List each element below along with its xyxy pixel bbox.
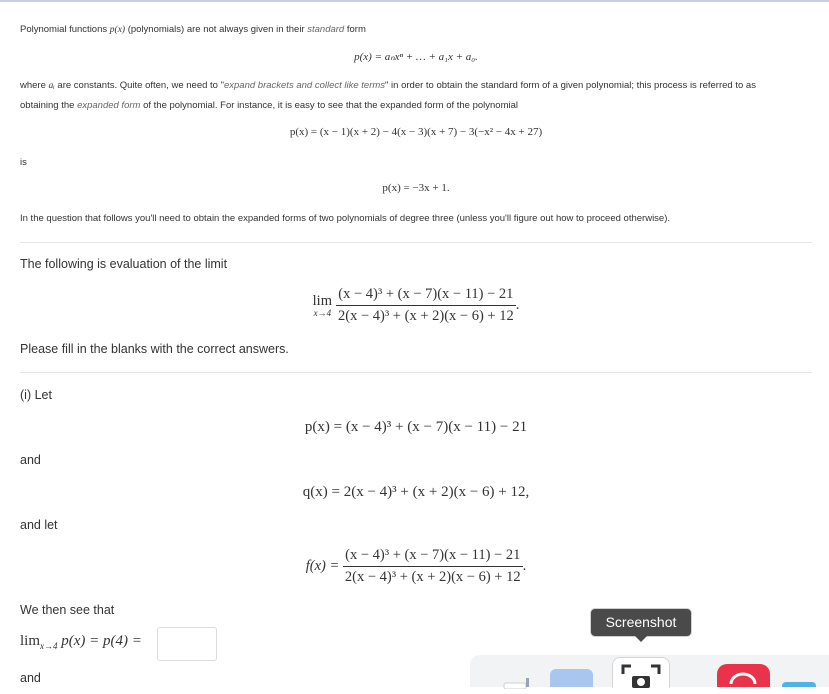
finder-app-icon[interactable] xyxy=(550,669,593,687)
and-label-2: and xyxy=(20,671,41,685)
f-fraction xyxy=(343,547,523,586)
f-denominator: 2(x − 4)³ + (x + 2)(x − 6) + 12 xyxy=(344,569,521,585)
question-note: In the question that follows you'll need to obtain the expanded forms of two polynomials of degree three (unless you'll figure out how to proceed otherwise). xyxy=(20,213,671,224)
and-label-1: and xyxy=(20,453,41,467)
limit-expression xyxy=(20,286,812,325)
result-equation: p(x) = −3x + 1. xyxy=(382,182,450,194)
lim-subscript: x→4 xyxy=(313,308,332,318)
where-paragraph xyxy=(20,76,812,96)
lim-expr-lim: lim xyxy=(20,633,41,649)
pencil-app-icon[interactable] xyxy=(500,676,534,687)
and-let-label: and let xyxy=(20,518,58,532)
where-text-2: are constants. Quite often, we need to " xyxy=(57,80,224,91)
obtaining-text-2: of the polynomial. For instance, it is easy to see that the expanded form of the polynomial xyxy=(143,100,519,111)
fill-instruction: Please fill in the blanks with the correct answers. xyxy=(20,342,289,356)
part-i-let: (i) Let xyxy=(20,388,52,402)
limit-trailing: . xyxy=(515,296,520,313)
intro-paragraph xyxy=(20,20,812,40)
intro-text-3: form xyxy=(346,24,366,35)
screenshot-app-icon[interactable] xyxy=(612,657,670,688)
intro-text-2: (polynomials) are not always given in their xyxy=(127,24,305,35)
q-definition-equation: q(x) = 2(x − 4)³ + (x + 2)(x − 6) + 12, xyxy=(302,484,530,500)
intro-text-1: Polynomial functions xyxy=(20,24,108,35)
example-polynomial-equation: p(x) = (x − 1)(x + 2) − 4(x − 3)(x + 7) − 3(−x² − 4x + 27) xyxy=(289,126,543,138)
standard-word: standard xyxy=(307,24,345,35)
lim-expr-sub: x→4 xyxy=(40,641,58,651)
ai-symbol: aᵢ xyxy=(48,81,55,91)
tooltip-arrow xyxy=(634,635,648,642)
where-text-1: where xyxy=(20,80,46,91)
expand-phrase: expand brackets and collect like terms xyxy=(223,80,386,91)
limit-heading: The following is evaluation of the limit xyxy=(20,257,228,271)
limit-fraction xyxy=(336,286,516,325)
app-store-icon[interactable] xyxy=(782,682,816,687)
section-divider xyxy=(20,242,812,243)
top-border xyxy=(0,0,829,2)
where-text-3: " in order to obtain the standard form of a given polynomial; this process is referred to as xyxy=(385,80,756,91)
lim-operator xyxy=(313,293,332,318)
f-numerator: (x − 4)³ + (x − 7)(x − 11) − 21 xyxy=(343,547,523,567)
standard-form-equation: p(x) = aₙxⁿ + … + a₁x + a₀. xyxy=(354,51,478,63)
section-divider-2 xyxy=(20,372,812,373)
p4-answer-input[interactable] xyxy=(157,627,217,661)
obtaining-text-1: obtaining the xyxy=(20,100,75,111)
then-see-label: We then see that xyxy=(20,603,115,617)
f-lhs: f(x) = xyxy=(305,557,340,574)
p-definition-equation: p(x) = (x − 4)³ + (x − 7)(x − 11) − 21 xyxy=(304,419,528,435)
limit-denominator: 2(x − 4)³ + (x + 2)(x − 6) + 12 xyxy=(338,308,514,324)
creative-cloud-icon[interactable] xyxy=(717,664,770,687)
p-limit-expression xyxy=(20,633,142,651)
f-trailing: . xyxy=(522,557,527,574)
obtaining-paragraph xyxy=(20,96,812,116)
f-definition-expression xyxy=(20,547,812,586)
lim-expr-rest: p(x) = p(4) = xyxy=(61,633,142,649)
lim-word: lim xyxy=(312,293,332,309)
screenshot-tooltip: Screenshot xyxy=(590,608,692,637)
limit-numerator: (x − 4)³ + (x − 7)(x − 11) − 21 xyxy=(336,286,516,306)
expanded-form-word: expanded form xyxy=(77,100,141,111)
px-symbol: p(x) xyxy=(109,25,126,35)
is-word: is xyxy=(20,157,27,168)
